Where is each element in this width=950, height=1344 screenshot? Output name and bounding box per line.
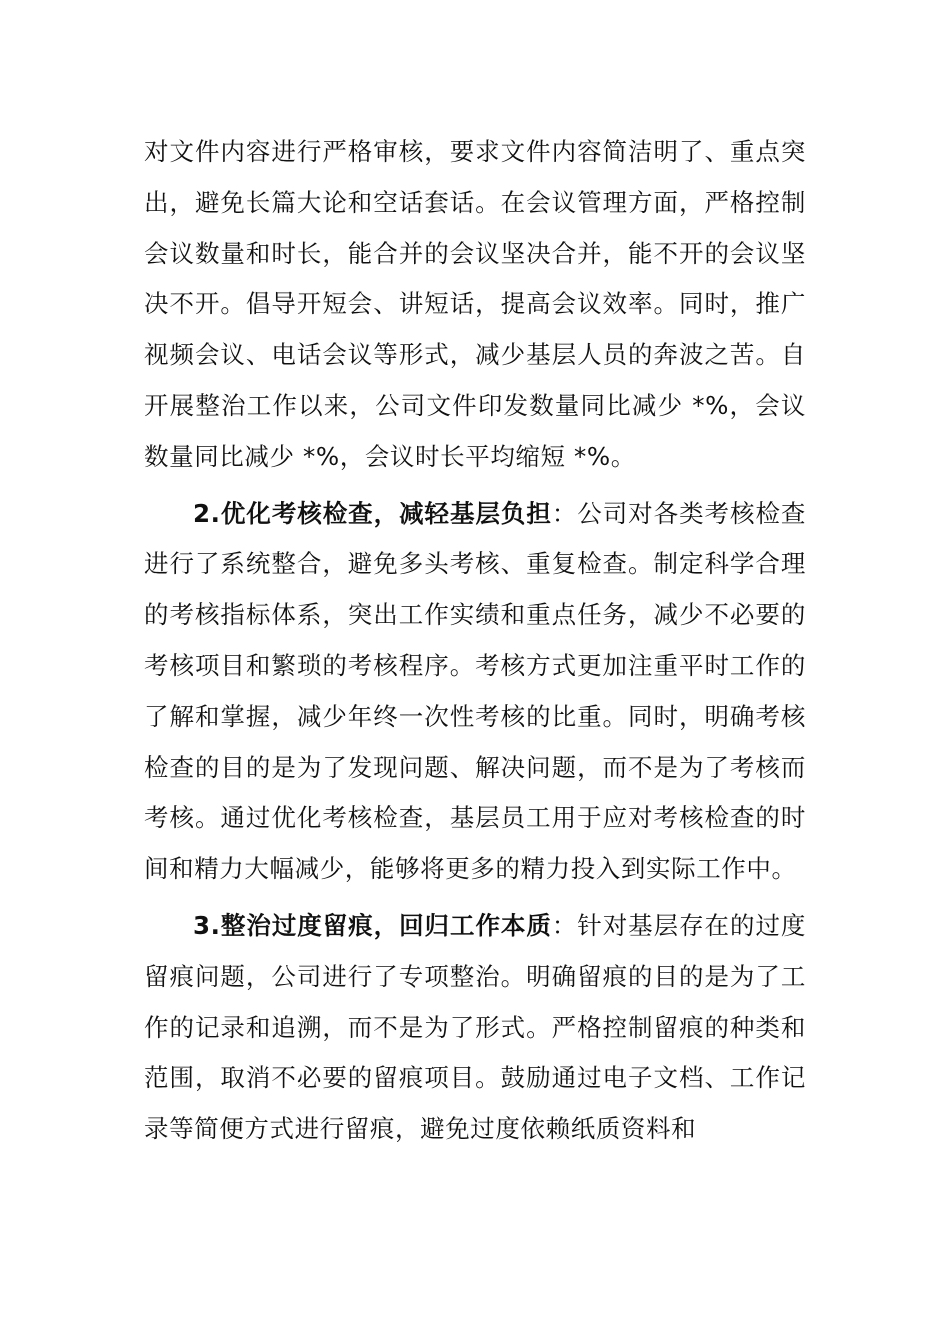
section-2-heading: 2.优化考核检查，减轻基层负担: [193, 498, 552, 528]
paragraph-section-3: [144, 901, 806, 1155]
section-2-text: ：公司对各类考核检查进行了系统整合，避免多头考核、重复检查。制定科学合理的考核指标体系，突出工作实绩和重点任务，减少不必要的考核项目和繁琐的考核程序。考核方式更加注重平时工作的了解和掌握，减少年终一次性考核的比重。同时，明确考核检查的目的是为了发现问题、解决问题，而不是为了考核而考核。通过优化考核检查，基层员工用于应对考核检查的时间和精力大幅减少，能够将更多的精力投入到实际工作中。: [144, 498, 806, 884]
paragraph-section-2: [144, 489, 806, 895]
paragraph-continuation: [144, 127, 806, 483]
document-page: [144, 127, 806, 1155]
section-3-text: ：针对基层存在的过度留痕问题，公司进行了专项整治。明确留痕的目的是为了工作的记录和追溯，而不是为了形式。严格控制留痕的种类和范围，取消不必要的留痕项目。鼓励通过电子文档、工作记录等简便方式进行留痕，避免过度依赖纸质资料和: [144, 910, 806, 1144]
section-3-heading: 3.整治过度留痕，回归工作本质: [193, 910, 552, 940]
paragraph-1-text: 对文件内容进行严格审核，要求文件内容简洁明了、重点突出，避免长篇大论和空话套话。在会议管理方面，严格控制会议数量和时长，能合并的会议坚决合并，能不开的会议坚决不开。倡导开短会、讲短话，提高会议效率。同时，推广视频会议、电话会议等形式，减少基层人员的奔波之苦。自开展整治工作以来，公司文件印发数量同比减少 *%，会议数量同比减少 *%，会议时长平均缩短 *%。: [144, 137, 806, 471]
